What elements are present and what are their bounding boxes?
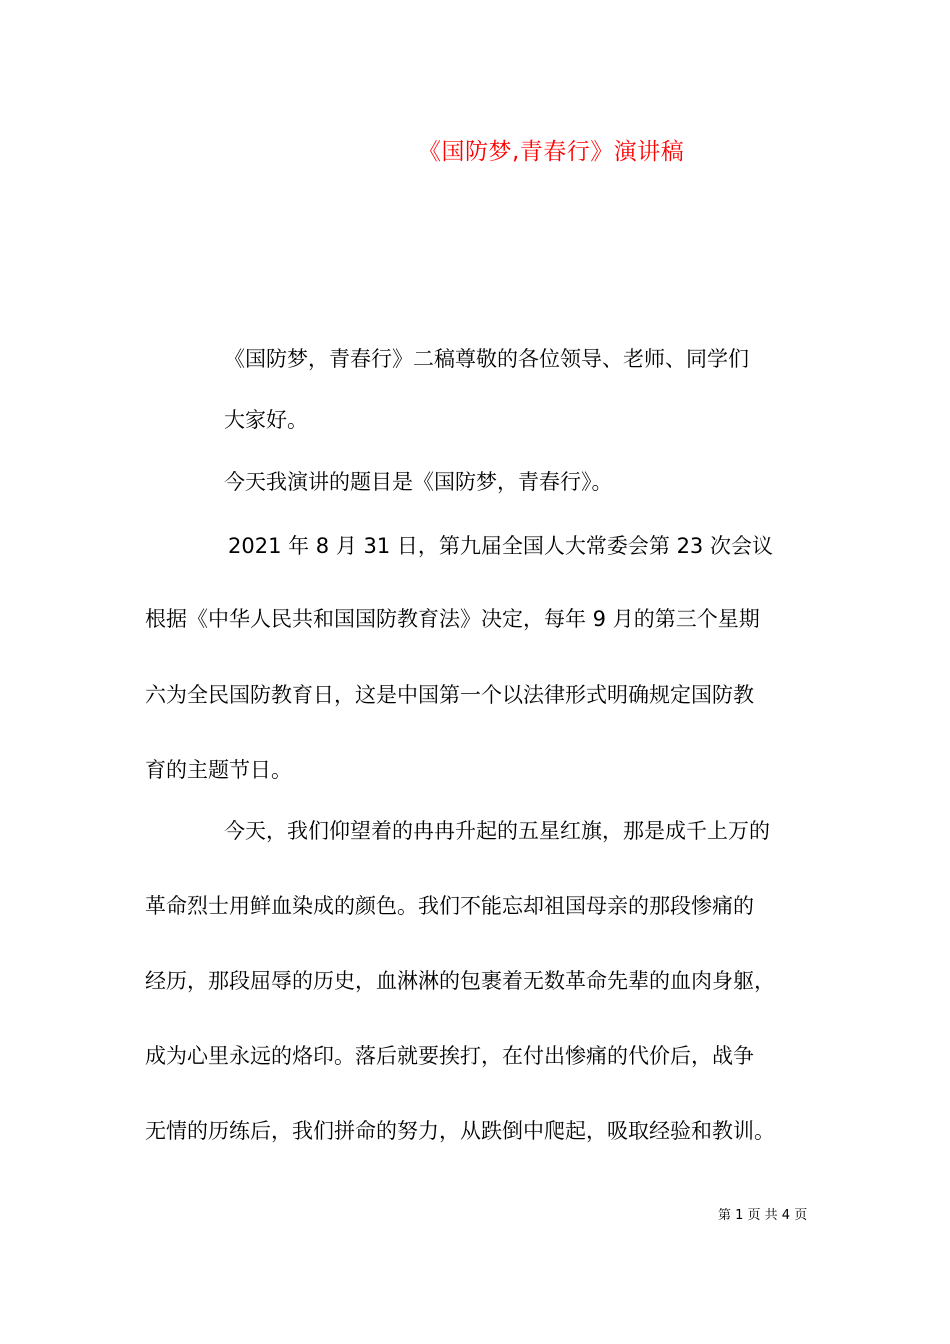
paragraph-line: 无情的历练后，我们拼命的努力，从跌倒中爬起，吸取经验和教训。 xyxy=(145,1119,775,1143)
paragraph-line: 《国防梦，青春行》二稿尊敬的各位领导、老师、同学们 xyxy=(224,347,749,371)
paragraph-line: 育的主题节日。 xyxy=(145,758,292,782)
paragraph-line: 今天，我们仰望着的冉冉升起的五星红旗，那是成千上万的 xyxy=(224,819,770,843)
paragraph-line: 根据《中华人民共和国国防教育法》决定，每年 9 月的第三个星期 xyxy=(145,607,760,631)
paragraph-line: 经历，那段屈辱的历史，血淋淋的包裹着无数革命先辈的血肉身躯， xyxy=(145,969,775,993)
paragraph-line: 六为全民国防教育日，这是中国第一个以法律形式明确规定国防教 xyxy=(145,683,754,707)
paragraph-line: 革命烈士用鲜血染成的颜色。我们不能忘却祖国母亲的那段惨痛的 xyxy=(145,894,754,918)
paragraph-line: 今天我演讲的题目是《国防梦，青春行》。 xyxy=(224,470,613,494)
paragraph-line: 大家好。 xyxy=(224,408,308,432)
paragraph-line: 成为心里永远的烙印。落后就要挨打，在付出惨痛的代价后，战争 xyxy=(145,1044,754,1068)
page-number-footer: 第 1 页 共 4 页 xyxy=(718,1208,808,1223)
paragraph-line: 2021 年 8 月 31 日，第九届全国人大常委会第 23 次会议 xyxy=(228,534,773,558)
document-title: 《国防梦,青春行》演讲稿 xyxy=(418,139,685,165)
